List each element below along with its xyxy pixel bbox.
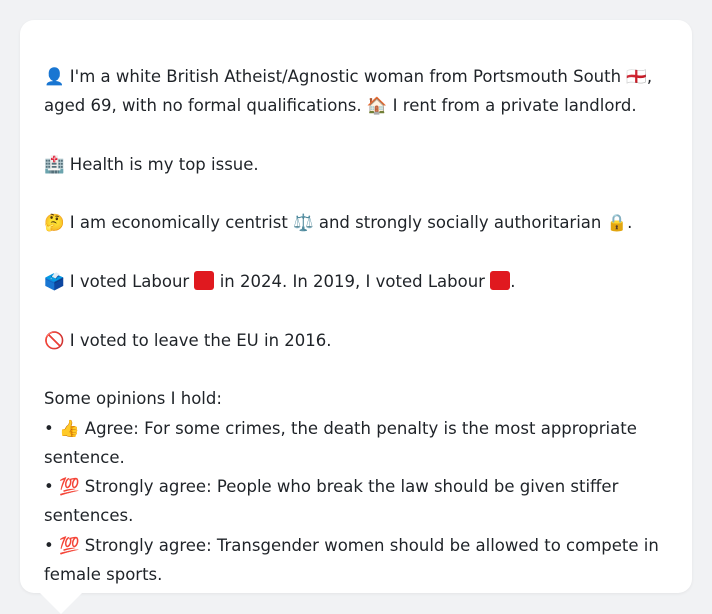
opinion-text: Strongly agree: Transgender women should be allowed to compete in female sports.: [44, 535, 659, 585]
health-paragraph: [44, 150, 668, 179]
votes-paragraph: [44, 267, 668, 296]
ballot-box-icon: 🗳️: [44, 272, 65, 292]
balance-scale-icon: ⚖️: [293, 213, 314, 233]
votes-text-2: in 2024. In 2019, I voted Labour: [214, 272, 491, 292]
intro-paragraph: [44, 62, 668, 121]
prohibited-icon: 🚫: [44, 330, 65, 350]
votes-text-3: .: [510, 272, 516, 292]
bullet: •: [44, 535, 59, 555]
thumbs-up-icon: 👍: [58, 418, 80, 438]
opinion-text: Strongly agree: People who break the law should be given stiffer sentences.: [44, 477, 619, 526]
opinions-heading: Some opinions I hold:: [44, 389, 222, 409]
economics-text-1: I am economically centrist: [64, 213, 294, 233]
intro-text-2: , aged 69, with no formal qualifications.: [44, 67, 653, 116]
votes-text-1: I voted Labour: [64, 272, 195, 292]
bullet: •: [44, 418, 59, 438]
england-flag-icon: 🏴󠁧󠁢󠁥󠁮󠁧󠁿: [626, 67, 647, 86]
opinion-item: [44, 472, 668, 531]
person-icon: 👤: [44, 67, 65, 86]
labour-red-square-icon: [194, 271, 214, 290]
intro-text-3: I rent from a private landlord.: [387, 96, 637, 116]
lock-icon: 🔒: [606, 213, 628, 233]
brexit-paragraph: [44, 326, 668, 355]
economics-text-2: and strongly socially authoritarian: [313, 213, 607, 233]
persona-message-bubble: [20, 20, 692, 593]
opinion-text: Agree: For some crimes, the death penalty is the most appropriate sentence.: [44, 418, 637, 467]
economics-text-3: .: [627, 213, 633, 233]
hospital-icon: 🏥: [44, 154, 65, 174]
bubble-tail: [40, 593, 82, 614]
intro-text-1: I'm a white British Atheist/Agnostic woman from Portsmouth South: [64, 67, 627, 86]
hundred-points-icon: 💯: [58, 477, 80, 497]
opinion-item: [44, 531, 668, 590]
opinion-item: [44, 414, 668, 473]
bullet: •: [44, 477, 59, 497]
hundred-points-icon: 💯: [58, 535, 80, 555]
health-text: Health is my top issue.: [64, 154, 259, 174]
economics-paragraph: [44, 208, 668, 237]
brexit-text: I voted to leave the EU in 2016.: [64, 330, 332, 350]
labour-red-square-icon: [490, 271, 510, 290]
house-icon: 🏠: [366, 96, 388, 116]
thinking-face-icon: 🤔: [44, 213, 65, 233]
